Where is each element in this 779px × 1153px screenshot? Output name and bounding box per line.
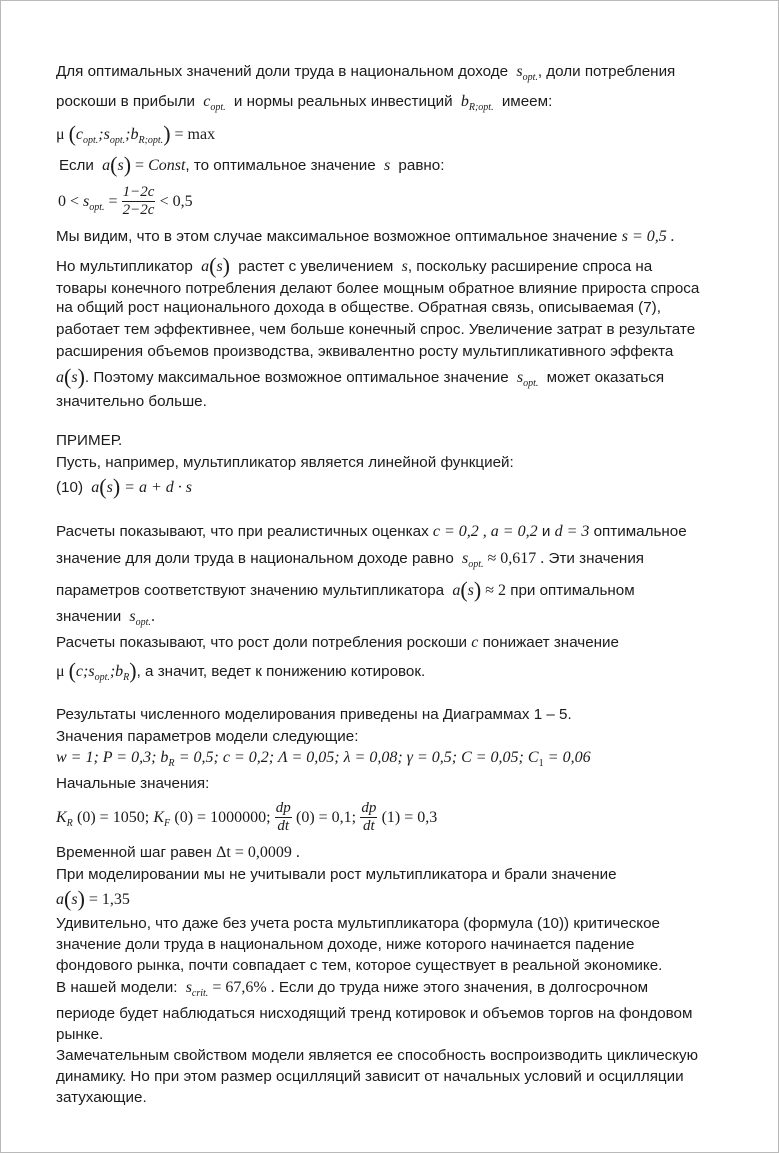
text: может оказаться xyxy=(546,369,665,386)
text-line xyxy=(56,523,687,541)
formula: μ $(c;s_{opt.};b_R)$ xyxy=(56,658,137,683)
text: при оптимальном xyxy=(510,582,635,599)
text: Расчеты показывают, что при реалистичных оценках xyxy=(56,523,429,540)
text-line: Удивительно, что даже без учета роста мультипликатора (формула (10)) критическое xyxy=(56,915,661,932)
text-line: Результаты численного моделирования приведены на Диаграммах 1 – 5. xyxy=(56,706,572,723)
formula: (0) = 1000000; xyxy=(174,809,271,826)
fraction: $\frac{1-2c}{2-2c}$ xyxy=(122,184,155,219)
formula: ≈ 0,617 . xyxy=(487,550,545,567)
text-line: Пусть, например, мультипликатор является линейной функцией: xyxy=(56,454,514,471)
text-line: динамику. Но при этом размер осцилляций зависит от начальных условий и осцилляции xyxy=(56,1068,684,1085)
text-line: работает тем эффективнее, чем больше конечный спрос. Увеличение затрат в результате xyxy=(56,321,696,338)
text: значение для доли труда в национальном доходе равно xyxy=(56,550,454,567)
text-line xyxy=(56,550,644,570)
text-line xyxy=(56,366,664,389)
formula: Δt = 0,0009 . xyxy=(216,844,300,861)
text-line: Значения параметров модели следующие: xyxy=(56,728,359,745)
formula: s xyxy=(397,258,408,275)
text: растет с увеличением xyxy=(238,258,394,275)
formula: w = 1; P = 0,3; b xyxy=(56,749,169,766)
text-line: рынке. xyxy=(56,1026,104,1043)
text-line xyxy=(56,660,425,683)
formula: = 1,35 xyxy=(88,891,130,908)
text: Для оптимальных значений доли труда в национальном доходе xyxy=(56,63,509,80)
text: , доли потребления xyxy=(537,63,676,80)
text: Const xyxy=(148,157,186,174)
formula: ≈ 2 xyxy=(485,582,506,599)
text: Но мультипликатор xyxy=(56,258,193,275)
fraction: $\frac{dp}{dt}$ xyxy=(361,800,377,835)
text: имеем: xyxy=(501,93,553,110)
text: Эти значения xyxy=(548,550,645,567)
text: . Поэтому максимальное возможное оптимальное значение xyxy=(84,369,509,386)
text-line xyxy=(56,579,635,600)
formula: (0) = 1050; xyxy=(77,809,150,826)
formula: c = 0,2 , a = 0,2 xyxy=(432,523,538,540)
text-line xyxy=(56,844,300,862)
formula: $s_{opt.}$ xyxy=(512,63,538,83)
text-line: Замечательным свойством модели является ее способность воспроизводить циклическую xyxy=(56,1047,699,1064)
text: равно: xyxy=(398,157,445,174)
text-line: периоде будет наблюдаться нисходящий тренд котировок и объемов торгов на фондовом xyxy=(56,1005,693,1022)
text-line: Начальные значения: xyxy=(56,775,210,792)
text: Мы видим, что в этом случае максимальное возможное оптимальное значение xyxy=(56,228,618,245)
formula: $b_{R;opt.}$ xyxy=(456,93,494,113)
text-line xyxy=(56,979,648,999)
formula-line xyxy=(56,476,192,497)
formula: = 0,06 xyxy=(547,749,591,766)
text-line: значительно больше. xyxy=(56,393,207,410)
text-line: При моделировании мы не учитывали рост мультипликатора и брали значение xyxy=(56,866,617,883)
formula: a(s) xyxy=(56,886,85,911)
formula: s xyxy=(379,157,395,174)
text: понижает значение xyxy=(482,634,619,651)
text: значении xyxy=(56,608,122,625)
text: оптимальное xyxy=(593,523,687,540)
text-line: фондового рынка, почти совпадает с тем, которое существует в реальной экономике. xyxy=(56,957,663,974)
formula-line xyxy=(56,123,215,146)
text-line xyxy=(56,634,619,652)
text-line xyxy=(59,154,444,175)
text: и нормы реальных инвестиций xyxy=(233,93,453,110)
text: Если до труда ниже этого значения, в долгосрочном xyxy=(278,979,649,996)
formula: $s_{opt.}$ xyxy=(125,608,151,628)
formula: a(s) xyxy=(56,364,85,389)
formula: (0) = 0,1; xyxy=(295,809,357,826)
equation-number: (10) xyxy=(56,479,84,496)
formula-line: $K_R$ (0) = 1050; $K_F$ (0) = 1000000; $\frac{dp}{dt}$ (0) = 0,1; $\frac{dp}{dt}$ (1) = 0,3 xyxy=(56,800,438,835)
text: Временной шаг равен xyxy=(56,844,212,861)
text-line: на общий рост национального дохода в обществе. Обратная связь, описываемая (7), xyxy=(56,299,661,316)
formula-line: w = 1; P = 0,3; $b_R = 0,5$; c = 0,2; Λ = 0,05; λ = 0,08; γ = 0,5; C = 0,05; $C_1 = 0,06$ xyxy=(56,749,591,769)
text: max xyxy=(187,126,216,143)
formula: $c_{opt.}$ xyxy=(199,93,226,113)
text: Если xyxy=(59,157,94,174)
text-line xyxy=(56,63,675,83)
text-line xyxy=(56,228,675,246)
text: , поскольку расширение спроса на xyxy=(407,258,653,275)
text: В нашей модели: xyxy=(56,979,178,996)
formula: K xyxy=(153,809,165,826)
formula: a(s) xyxy=(452,577,482,602)
formula: a(s) xyxy=(91,474,121,499)
formula-line xyxy=(56,888,130,909)
text-line xyxy=(56,255,652,276)
text-line: затухающие. xyxy=(56,1089,147,1106)
text-line: значении $s_{opt.}$. xyxy=(56,608,155,628)
formula: $0 < s_{opt.}$ = xyxy=(58,193,122,213)
text: , а значит, ведет к понижению котировок. xyxy=(136,663,426,680)
formula: a(s) = xyxy=(102,152,149,177)
section-heading: ПРИМЕР. xyxy=(56,432,123,449)
formula: = 67,6% . xyxy=(212,979,275,996)
text-line: расширения объемов производства, эквивалентно росту мультипликативного эффекта xyxy=(56,343,674,360)
formula: $s_{opt.}$ xyxy=(512,369,539,389)
text-line: товары конечного потребления делают более мощным обратное влияние прироста спроса xyxy=(56,280,700,297)
text-line xyxy=(56,93,552,113)
formula: (1) = 0,3 xyxy=(381,809,438,826)
text: параметров соответствуют значению мультипликатора xyxy=(56,582,445,599)
formula: s = 0,5 . xyxy=(621,228,675,245)
formula: $s_{opt.}$ xyxy=(458,550,484,570)
text: и xyxy=(541,523,551,540)
formula: K xyxy=(56,809,67,826)
formula-line xyxy=(58,183,193,223)
text-line: значение доли труда в национальном доходе, ниже которого начинается падение xyxy=(56,936,635,953)
text: роскоши в прибыли xyxy=(56,93,196,110)
text: , то оптимальное значение xyxy=(185,157,376,174)
text: Расчеты показывают, что рост доли потребления роскоши xyxy=(56,634,467,651)
formula: c xyxy=(471,634,479,651)
formula: = a + d · s xyxy=(124,479,192,496)
formula: = 0,5; c = 0,2; Λ = 0,05; λ = 0,08; γ = 0,5; C = 0,05; C xyxy=(178,749,539,766)
formula: $s_{crit.}$ xyxy=(181,979,209,999)
text: < 0,5 xyxy=(159,193,193,210)
fraction: $\frac{dp}{dt}$ xyxy=(275,800,291,835)
formula: a(s) xyxy=(201,253,230,278)
formula: d = 3 xyxy=(554,523,590,540)
formula: μ $(c_{opt.};s_{opt.};b_{R;opt.})$ = xyxy=(56,121,188,146)
